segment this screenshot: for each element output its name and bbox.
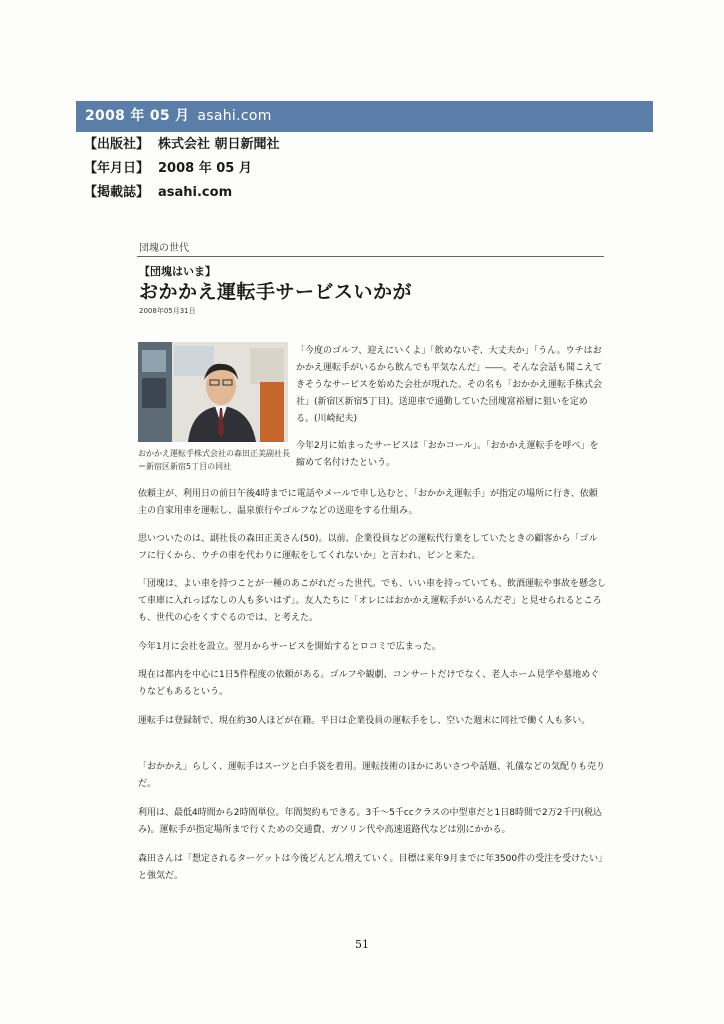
article-kicker: 【団塊はいま】 (139, 265, 216, 278)
article-date: 2008年05月31日 (139, 307, 196, 315)
article-paragraph: 運転手は登録制で、現在約30人ほどが在籍。平日は企業役員の運転手をし、空いた週末に同社で働く人も多い。 (138, 716, 591, 726)
section-divider (137, 256, 604, 257)
article-photo (138, 342, 288, 442)
header-date: 2008 年 05 月 (85, 108, 190, 124)
header-site: asahi.com (197, 108, 272, 124)
article-paragraph: 「団塊は、よい車を持つことが一種のあこがれだった世代。でも、いい車を持っていても、飲酒運転や事故を懸念して車庫に入れっぱなしの人も多いはず」。友人たちに「オレにはおかかえ運転手がいるんだぞ」と見せられるところも、世代の心をくすぐるのでは、と考えた。 (138, 579, 607, 623)
section-label: 団塊の世代 (139, 243, 189, 254)
article-paragraph: 「おかかえ」らしく、運転手はスーツと白手袋を着用。運転技術のほかにあいさつや話題、礼儀などの気配りも売りだ。 (138, 762, 606, 789)
article-paragraph: 現在は都内を中心に1日5件程度の依頼がある。ゴルフや観劇、コンサートだけでなく、老人ホーム見学や墓地めぐりなどもあるという。 (138, 670, 600, 697)
article-paragraph: 今年1月に会社を設立。翌月からサービスを開始するとロコミで広まった。 (138, 642, 441, 652)
page-number: 51 (355, 938, 369, 951)
header-bar (76, 101, 653, 132)
photo-caption: おかかえ運転手株式会社の森田正美副社長＝新宿区新宿5丁目の同社 (138, 449, 290, 471)
photo-illustration (138, 342, 288, 442)
article-paragraph: 森田さんは「想定されるターゲットは今後どんどん増えていく。目標は来年9月までに年3500件の受注を受けたい」と強気だ。 (138, 854, 603, 881)
article-headline: おかかえ運転手サービスいかが (139, 281, 413, 303)
meta-publication: 【掲載誌】 asahi.com (84, 185, 233, 200)
meta-date: 【年月日】 2008 年 05 月 (84, 161, 252, 176)
article-lead-2: 今年2月に始まったサービスは「おかコール」。「おかかえ運転手を呼べ」を縮めて名付けたという。 (296, 441, 599, 468)
article-paragraph: 利用は、最低4時間から2時間単位。年間契約もできる。3千～5千ccクラスの中型車だと1日8時間で2万2千円(税込み)。運転手が指定場所まで行くための交通費、ガソリン代や高速道路代などは別にかかる。 (138, 808, 602, 835)
article-paragraph: 思いついたのは、副社長の森田正美さん(50)。以前、企業役員などの運転代行業をしていたときの顧客から「ゴルフに行くから、ウチの車を代わりに運転をしてくれないか」と言われ、ピンと来た。 (138, 534, 598, 561)
meta-publisher: 【出版社】 株式会社 朝日新聞社 (84, 137, 280, 152)
article-lead: 「今度のゴルフ、迎えにいくよ」「飲めないぞ、大丈夫か」「うん。ウチはおかかえ運転手がいるから飲んでも平気なんだ」――。そんな会話も聞こえてきそうなサービスを始めた会社が現れた。その名も「おかかえ運転手株式会社」(新宿区新宿5丁目)。送迎車で通勤していた団塊富裕層に狙いを定める。(川崎紀夫) (296, 346, 603, 424)
article-paragraph: 依頼主が、利用日の前日午後4時までに電話やメールで申し込むと、「おかかえ運転手」が指定の場所に行き、依頼主の自家用車を運転し、温泉旅行やゴルフなどの送迎をする仕組み。 (138, 489, 598, 516)
